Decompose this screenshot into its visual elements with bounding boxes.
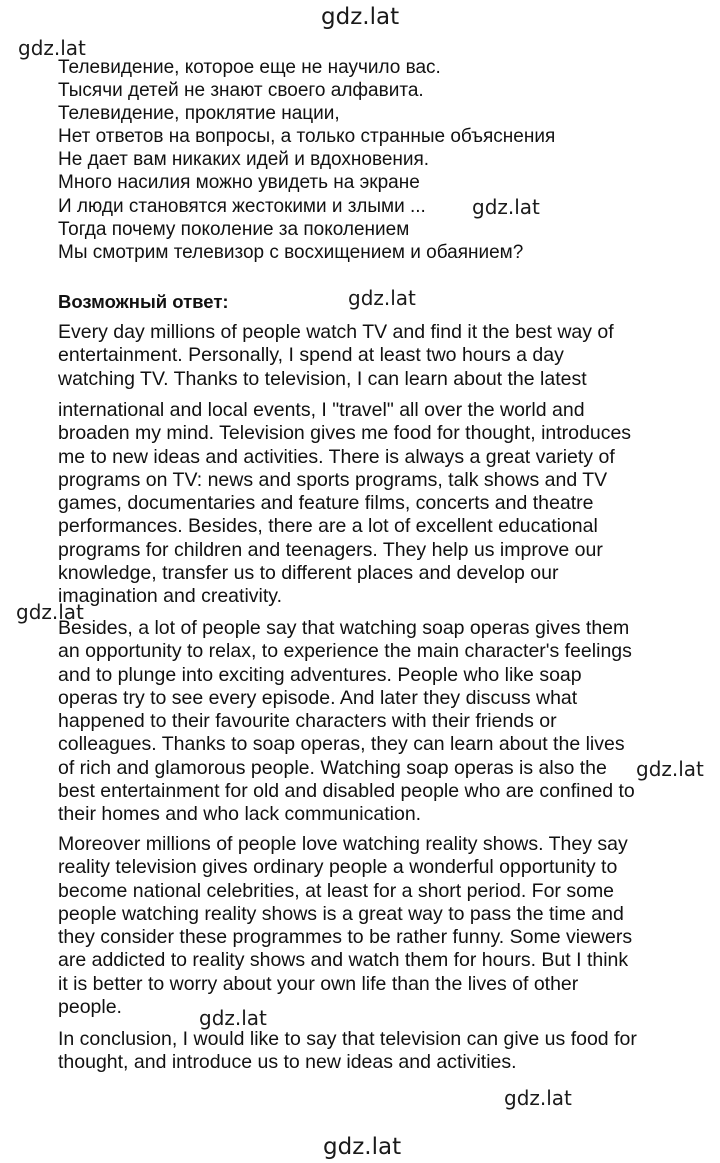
answer-paragraph-3 [58, 617, 668, 827]
paragraph-line: programs on TV: news and sports programs, talk shows and TV [58, 468, 608, 491]
paragraph-line: international and local events, I "travel" all over the world and [58, 399, 585, 421]
watermark-text: gdz.lat [16, 600, 84, 624]
paragraph-line: operas try to see every episode. And later they discuss what [58, 686, 578, 709]
paragraph-line: they consider these programmes to be rather funny. Some viewers [58, 926, 633, 949]
answer-paragraph-5 [58, 1028, 668, 1075]
watermark-text: gdz.lat [18, 36, 86, 60]
paragraph-line: best entertainment for old and disabled people who are confined to [58, 780, 635, 803]
poem-line: Мы смотрим телевизор с восхищением и обаянием? [58, 241, 524, 263]
paragraph-line: knowledge, transfer us to different places and develop our [58, 562, 559, 585]
paragraph-line: Every day millions of people watch TV and find it the best way of [58, 321, 614, 343]
watermark-text: gdz.lat [321, 4, 400, 30]
poem-line: Тогда почему поколение за поколением [58, 218, 410, 240]
paragraph-line: colleagues. Thanks to soap operas, they can learn about the lives [58, 733, 625, 756]
poem-line: Телевидение, которое еще не научило вас. [58, 57, 441, 78]
watermark-text: gdz.lat [636, 757, 704, 781]
paragraph-line: an opportunity to relax, to experience the main character's feelings [58, 640, 632, 663]
poem-line: Нет ответов на вопросы, а только странные объяснения [58, 126, 556, 148]
paragraph-line: people. [58, 996, 122, 1019]
paragraph-line: games, documentaries and feature films, concerts and theatre [58, 492, 594, 515]
paragraph-line: become national celebrities, at least for a short period. For some [58, 879, 615, 902]
paragraph-line: their homes and who lack communication. [58, 803, 422, 826]
paragraph-line: performances. Besides, there are a lot of excellent educational [58, 515, 598, 538]
answer-paragraph-4 [58, 833, 668, 1019]
watermark-text: gdz.lat [472, 195, 540, 219]
paragraph-line: me to new ideas and activities. There is always a great variety of [58, 445, 615, 468]
paragraph-line: broaden my mind. Television gives me food for thought, introduces [58, 422, 632, 445]
paragraph-line: programs for children and teenagers. They help us improve our [58, 538, 603, 561]
watermark-text: gdz.lat [504, 1086, 572, 1110]
paragraph-line: Besides, a lot of people say that watching soap operas gives them [58, 617, 630, 639]
paragraph-line: In conclusion, I would like to say that television can give us food for [58, 1028, 637, 1050]
poem-line: Телевидение, проклятие нации, [58, 103, 340, 125]
paragraph-line: and to plunge into exciting adventures. People who like soap [58, 663, 582, 686]
paragraph-line: reality television gives ordinary people a wonderful opportunity to [58, 856, 618, 879]
paragraph-line: it is better to worry about your own life than the lives of other [58, 972, 579, 995]
poem-line: Много насилия можно увидеть на экране [58, 172, 420, 194]
answer-paragraph-1 [58, 321, 668, 391]
paragraph-line: imagination and creativity. [58, 585, 283, 608]
russian-poem [58, 56, 698, 264]
paragraph-line: happened to their favourite characters with their friends or [58, 710, 557, 733]
paragraph-line: thought, and introduce us to new ideas and activities. [58, 1051, 517, 1074]
poem-line: Тысячи детей не знают своего алфавита. [58, 80, 424, 102]
watermark-text: gdz.lat [348, 286, 416, 310]
paragraph-line: are addicted to reality shows and watch them for hours. But I think [58, 949, 629, 972]
paragraph-line: entertainment. Personally, I spend at least two hours a day [58, 344, 564, 367]
poem-line: Не дает вам никаких идей и вдохновения. [58, 149, 430, 171]
poem-line: И люди становятся жестокими и злыми ... [58, 195, 426, 217]
paragraph-line: of rich and glamorous people. Watching soap operas is also the [58, 756, 607, 779]
answer-paragraph-2 [58, 399, 668, 609]
paragraph-line: watching TV. Thanks to television, I can learn about the latest [58, 367, 587, 390]
watermark-text: gdz.lat [199, 1006, 267, 1030]
paragraph-line: people watching reality shows is a great way to pass the time and [58, 902, 624, 925]
answer-heading: Возможный ответ: [58, 291, 229, 312]
paragraph-line: Moreover millions of people love watching reality shows. They say [58, 833, 628, 855]
watermark-text: gdz.lat [323, 1134, 402, 1160]
